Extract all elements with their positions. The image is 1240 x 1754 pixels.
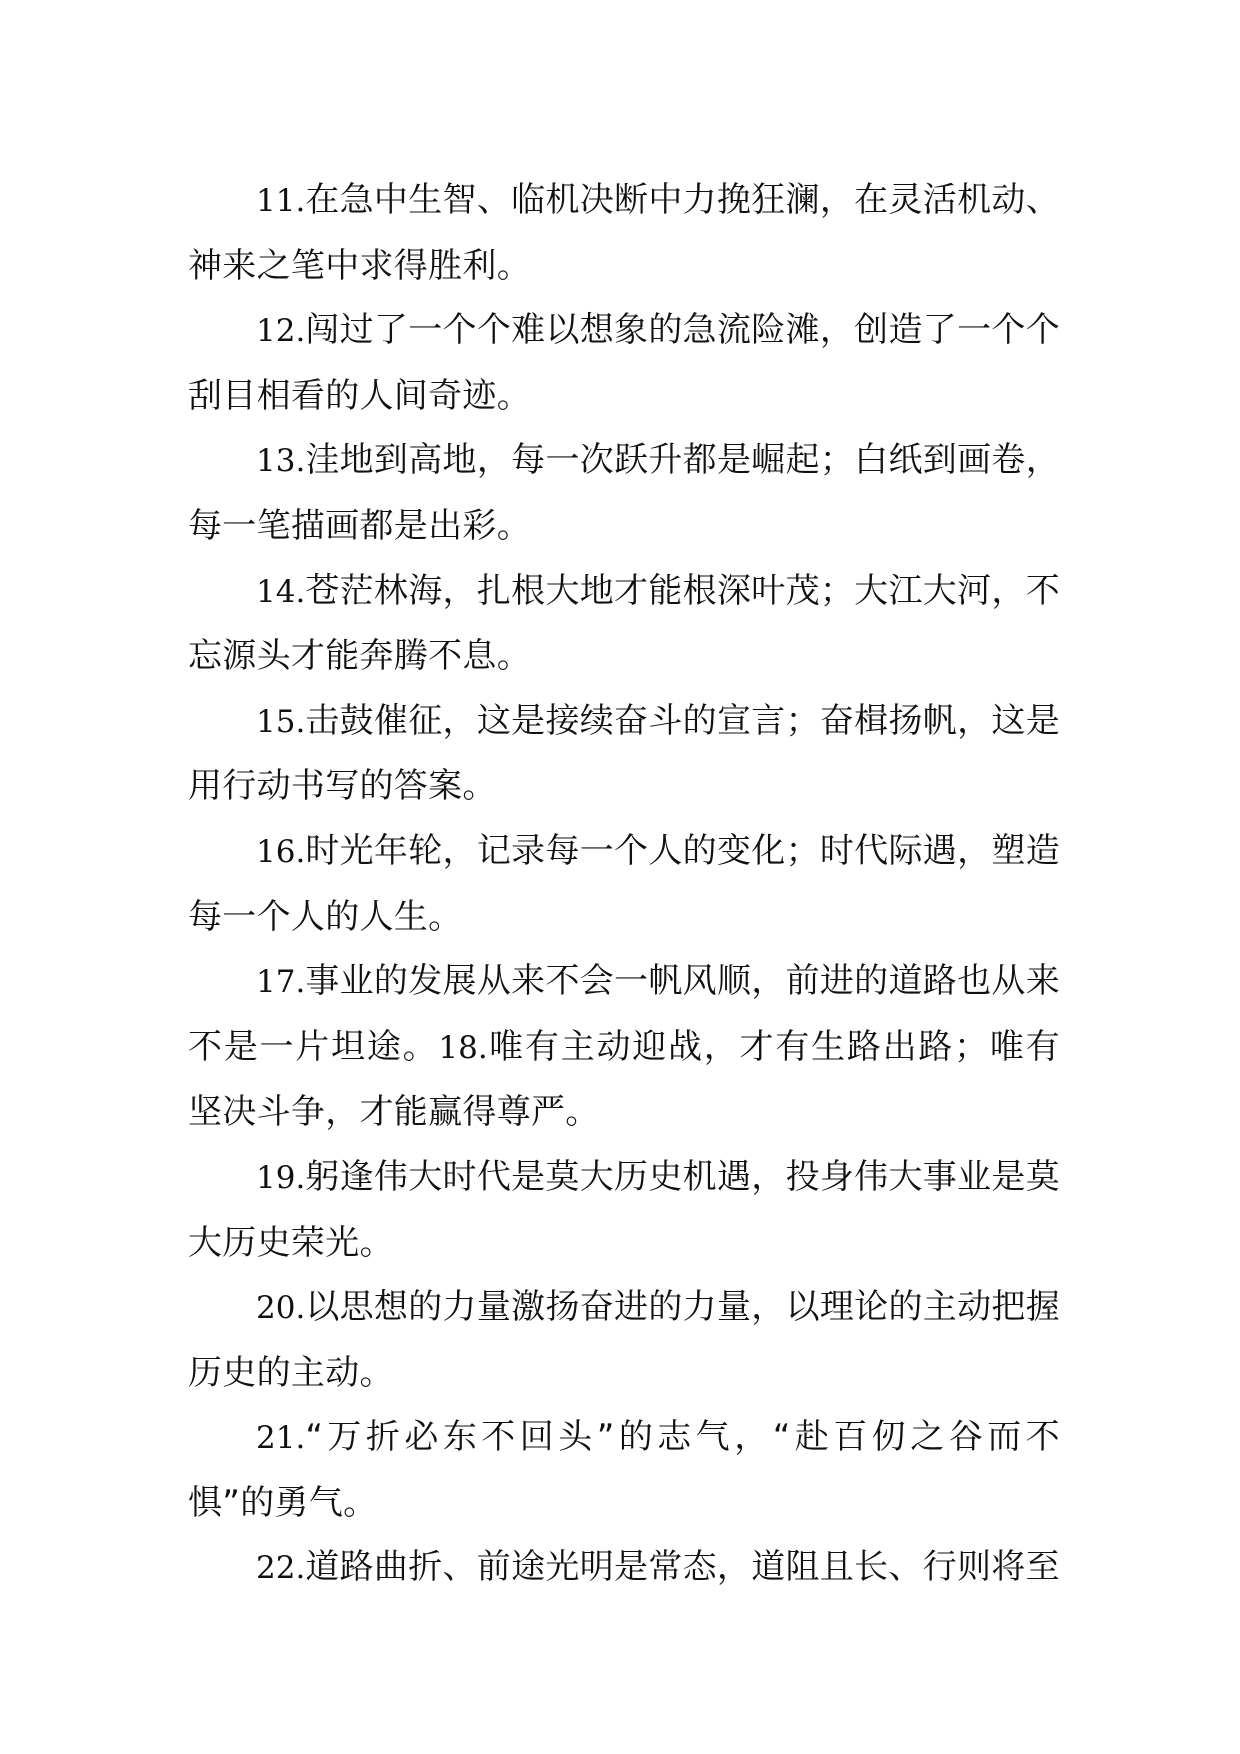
item-number: 11. <box>256 183 306 219</box>
item-text: “万折必东不回头”的志气，“赴百仞之谷而不惧”的勇气。 <box>188 1417 1060 1523</box>
paragraph-16 <box>188 819 1060 949</box>
paragraph-14 <box>188 559 1060 689</box>
item-number: 21. <box>256 1420 306 1457</box>
paragraph-20 <box>188 1275 1060 1405</box>
paragraph-19 <box>188 1145 1060 1275</box>
document-body <box>188 168 1060 1601</box>
item-number: 22. <box>256 1550 306 1587</box>
paragraph-15 <box>188 689 1060 819</box>
item-number: 16. <box>256 833 306 870</box>
item-text: 苍茫林海，扎根大地才能根深叶茂；大江大河，不忘源头才能奔腾不息。 <box>188 570 1060 677</box>
item-number: 15. <box>256 703 306 740</box>
paragraph-11 <box>188 168 1060 298</box>
paragraph-17-18 <box>188 949 1060 1145</box>
item-text: 闯过了一个个难以想象的急流险滩，创造了一个个刮目相看的人间奇迹。 <box>188 310 1060 416</box>
item-number: 13. <box>256 443 306 480</box>
item-number: 18. <box>438 1029 488 1066</box>
item-number: 14. <box>256 573 306 610</box>
item-text: 击鼓催征，这是接续奋斗的宣言；奋楫扬帆，这是用行动书写的答案。 <box>188 700 1060 807</box>
paragraph-22 <box>188 1535 1060 1601</box>
item-number: 20. <box>256 1290 306 1327</box>
paragraph-21 <box>188 1405 1060 1535</box>
item-number: 12. <box>256 313 306 350</box>
item-text: 事业的发展从来不会一帆风顺，前进的道路也从来不是一片坦途。 <box>188 961 1060 1067</box>
paragraph-12 <box>188 298 1060 428</box>
item-text: 以思想的力量激扬奋进的力量，以理论的主动把握历史的主动。 <box>188 1287 1060 1393</box>
item-text: 唯有主动迎战，才有生路出路；唯有坚决斗争，才能赢得尊严。 <box>188 1026 1060 1133</box>
item-text: 躬逢伟大时代是莫大历史机遇，投身伟大事业是莫大历史荣光。 <box>188 1156 1060 1263</box>
item-text: 洼地到高地，每一次跃升都是崛起；白纸到画卷，每一笔描画都是出彩。 <box>188 440 1060 546</box>
item-text: 时光年轮，记录每一个人的变化；时代际遇，塑造每一个人的人生。 <box>188 830 1060 937</box>
item-text: 道路曲折、前途光明是常态，道阻且长、行则将至 <box>305 1547 1060 1588</box>
item-text: 在急中生智、临机决断中力挽狂澜，在灵活机动、神来之笔中求得胜利。 <box>188 180 1060 286</box>
paragraph-13 <box>188 428 1060 558</box>
item-number: 19. <box>256 1159 306 1196</box>
item-number: 17. <box>256 964 306 1001</box>
